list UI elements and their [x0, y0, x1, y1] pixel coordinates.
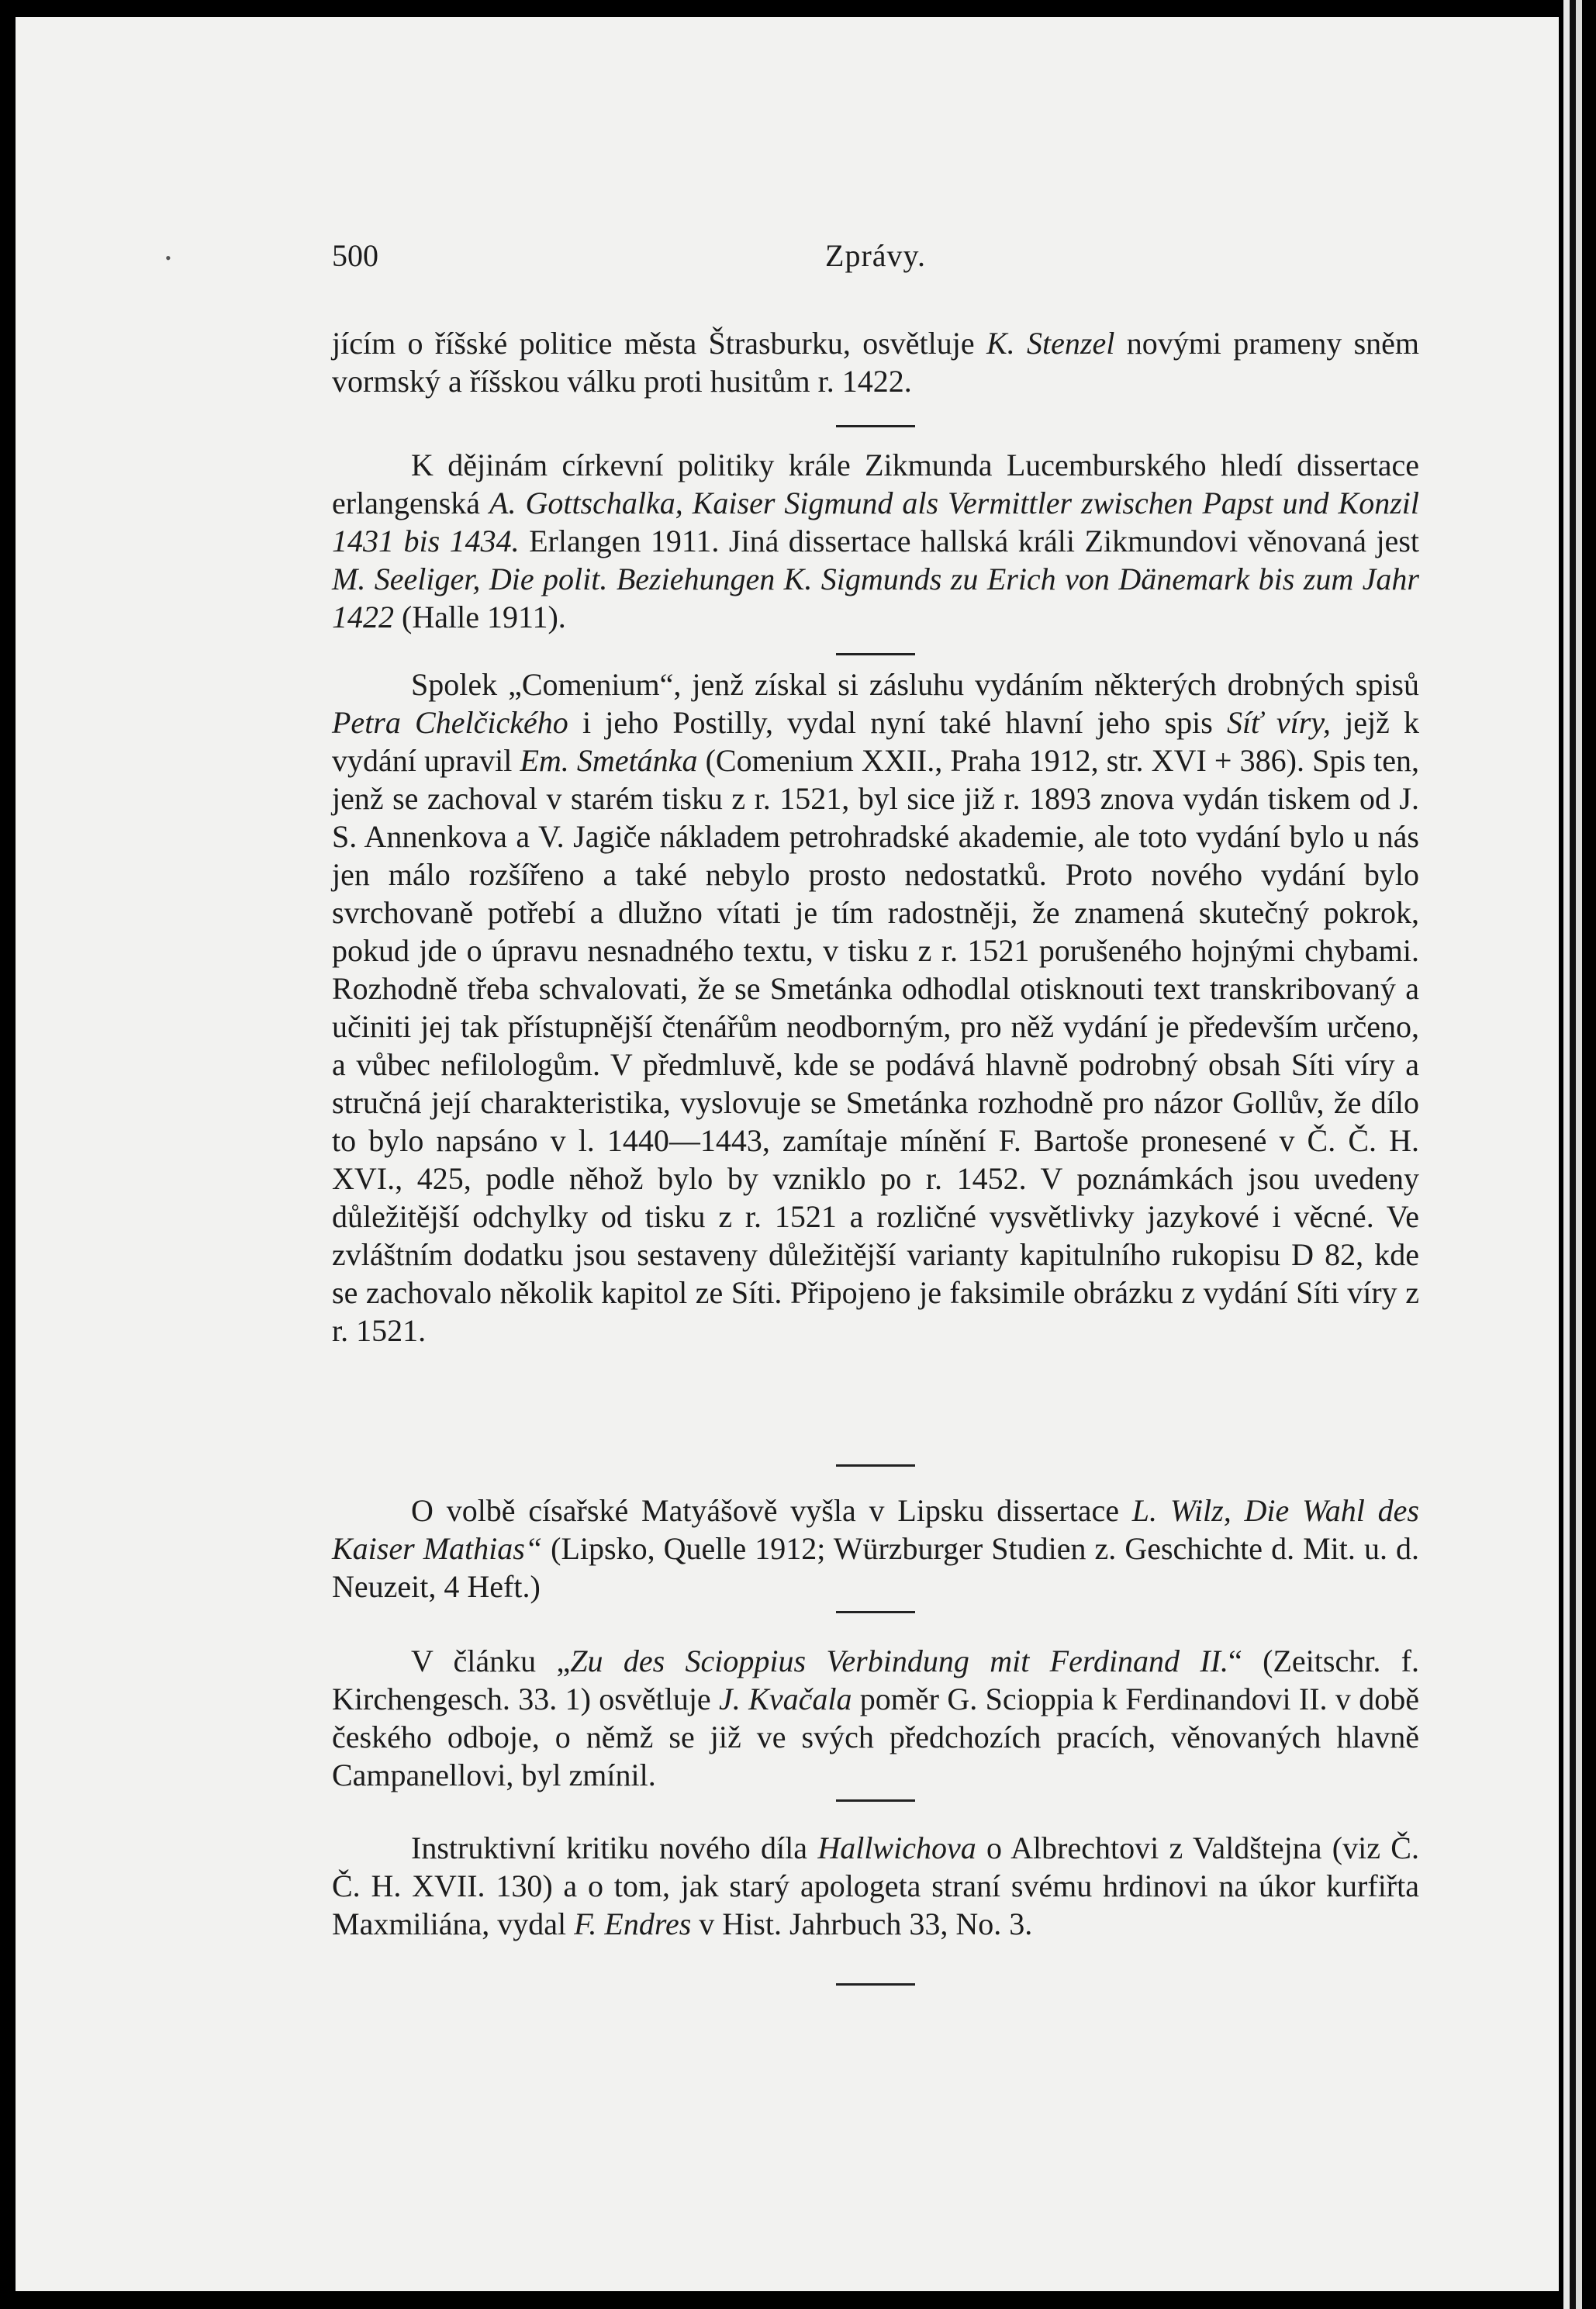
- text-run: (Comenium XXII., Praha 1912, str. XVI + 386). Spis ten, jenž se zachoval v starém tisku z r. 1521, byl sice již r. 1893 znova vydán tiskem od J. S. Annenkova a V. Jagiče nákladem petrohradské akademie, ale toto vydání bylo u nás jen málo rozšířeno a také nebylo prosto nedostatků. Proto nového vydání bylo svrchovaně potřebí a dlužno vítati je tím radostněji, že znamená skutečný pokrok, pokud jde o úpravu nesnadného textu, v tisku z r. 1521 porušeného hojnými chybami. Rozhodně třeba schvalovati, že se Smetánka odhodlal otisknouti text transkribovaný a učiniti jej tak přístupnější čtenářům neodborným, pro něž vydání je především určeno, a vůbec nefilologům. V předmluvě, kde se podává hlavně podrobný obsah Síti víry a stručná její charakteristika, vyslovuje se Smetánka rozhodně pro názor Gollův, že dílo to bylo napsáno v l. 1440—1443, zamítaje mínění F. Bartoše pronesené v Č. Č. H. XVI., 425, podle něhož bylo by vzniklo po r. 1452. V poznámkách jsou uvedeny důležitější odchylky od tisku z r. 1521 a rozličné vysvětlivky jazykové i věcné. Ve zvláštním dodatku jsou sestaveny důležitější varianty kapitulního rukopisu D 82, kde se zachovalo několik kapitol ze Síti. Připojeno je faksimile obrázku z vydání Síti víry z r. 1521.: [332, 743, 1420, 1348]
- margin-mark: •: [165, 248, 171, 268]
- paragraph: [332, 446, 1419, 636]
- text-run: Spolek „Comenium“, jenž získal si zásluhu vydáním některých drobných spisů: [411, 667, 1419, 702]
- text-run: novými prameny sněm vormský a říšskou válku proti husitům r. 1422.: [332, 326, 1420, 399]
- text-run: Instruktivní kritiku nového díla: [411, 1830, 818, 1865]
- section-divider: [836, 1983, 915, 1986]
- page-number: 500: [332, 238, 378, 273]
- text-run: v Hist. Jahrbuch 33, No. 3.: [691, 1906, 1033, 1941]
- section-divider: [836, 1611, 915, 1613]
- text-run: i jeho Postilly, vydal nyní také hlavní jeho spis: [568, 705, 1228, 740]
- italic-reference: A. Gottschalka, Kaiser Sigmund als Vermittler zwischen Papst und Konzil 1431 bis 1434.: [332, 486, 1420, 558]
- paragraph: [332, 1492, 1419, 1606]
- text-run: “ (Zeitschr. f. Kirchengesch. 33. 1) osvětluje: [332, 1644, 1419, 1716]
- italic-reference: L. Wilz, Die Wahl des Kaiser Mathias“: [332, 1493, 1419, 1566]
- section-divider: [836, 425, 915, 427]
- text-run: poměr G. Scioppia k Ferdinandovi II. v době českého odboje, o němž se již ve svých předchozích pracích, věnovaných hlavně Campanellovi, byl zmínil.: [332, 1682, 1420, 1792]
- section-divider: [836, 1799, 915, 1802]
- text-run: jejž k vydání upravil: [332, 705, 1420, 778]
- paragraph: [332, 1642, 1419, 1794]
- text-run: jícím o říšské politice města Štrasburku, osvětluje: [332, 326, 986, 361]
- italic-reference: Em. Smetánka: [520, 743, 698, 778]
- section-divider: [836, 1464, 915, 1467]
- italic-reference: Zu des Scioppius Verbindung mit Ferdinand II.: [570, 1644, 1229, 1678]
- text-run: Erlangen 1911. Jiná dissertace hallská králi Zikmundovi věnovaná jest: [519, 524, 1419, 558]
- italic-reference: Petra Chelčického: [332, 705, 568, 740]
- italic-reference: Hallwichova: [817, 1830, 976, 1865]
- text-run: V článku „: [411, 1644, 571, 1678]
- text-run: O volbě císařské Matyášově vyšla v Lipsku dissertace: [411, 1493, 1132, 1528]
- section-divider: [836, 653, 915, 655]
- paragraph: [332, 665, 1419, 1350]
- italic-reference: F. Endres: [574, 1906, 692, 1941]
- page-edge-border: [1559, 0, 1596, 2309]
- text-run: (Lipsko, Quelle 1912; Würzburger Studien z. Geschichte d. Mit. u. d. Neuzeit, 4 Heft.): [332, 1531, 1419, 1604]
- italic-reference: J. Kvačala: [719, 1682, 852, 1716]
- paragraph: [332, 324, 1419, 400]
- italic-reference: K. Stenzel: [986, 326, 1115, 361]
- text-run: K dějinám církevní politiky krále Zikmunda Lucemburského hledí dissertace erlangenská: [332, 448, 1419, 520]
- running-title: Zprávy.: [825, 238, 926, 273]
- italic-reference: M. Seeliger, Die polit. Beziehungen K. Sigmunds zu Erich von Dänemark bis zum Jahr 1422: [332, 562, 1419, 634]
- page-header: [332, 237, 1419, 284]
- paragraph: [332, 1829, 1419, 1943]
- text-run: o Albrechtovi z Valdštejna (viz Č. Č. H. XVII. 130) a o tom, jak starý apologeta straní svému hrdinovi na úkor kurfiřta Maxmiliána, vydal: [332, 1830, 1419, 1941]
- text-run: (Halle 1911).: [394, 600, 566, 634]
- italic-reference: Síť víry,: [1227, 705, 1331, 740]
